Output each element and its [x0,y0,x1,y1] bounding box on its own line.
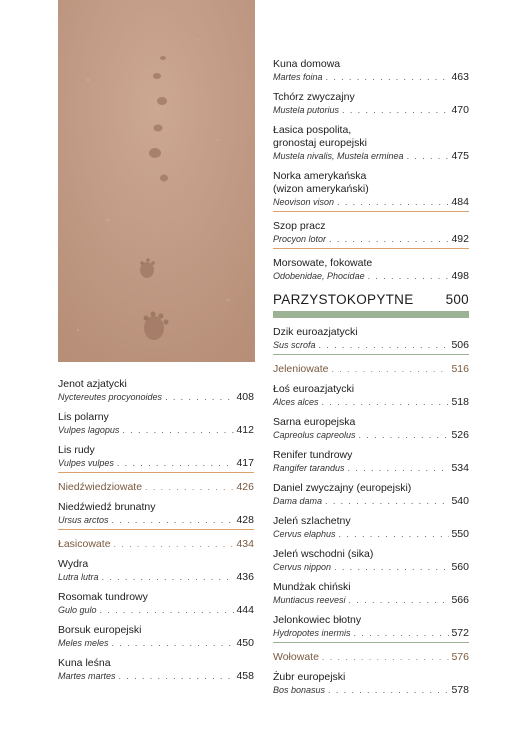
leader-dots [119,670,235,682]
order-divider-bar [273,311,469,318]
latin-name: Procyon lotor [273,234,327,244]
species-name: Łasica pospolita, gronostaj europejski [273,124,367,149]
index-entry [273,581,469,606]
species-name: Daniel zwyczajny (europejski) [273,482,412,494]
page-number: 578 [451,684,469,696]
species-name: Łoś euroazjatycki [273,383,355,395]
index-family-entry [273,363,469,375]
leader-dots [334,561,449,573]
latin-name: Mustela nivalis, Mustela erminea [273,151,404,161]
species-name: Wydra [58,558,89,570]
leader-dots [354,627,450,639]
leader-dots [349,594,450,606]
leader-dots [145,481,234,493]
page-number: 463 [451,71,469,83]
page-number: 436 [236,571,254,583]
latin-name: Neovison vison [273,197,335,207]
latin-name: Gulo gulo [58,605,97,615]
leader-dots [322,396,450,408]
leader-dots [122,424,234,436]
species-name: Mundżak chiński [273,581,351,593]
page-number: 572 [451,627,469,639]
index-column-right [273,58,469,704]
leader-dots [100,604,235,616]
leader-dots [165,391,234,403]
species-name: Niedźwiedź brunatny [58,501,156,513]
leader-dots [337,196,449,208]
index-entry [58,657,254,682]
page-number: 576 [451,651,469,663]
leader-dots [112,514,235,526]
page-number: 470 [451,104,469,116]
leader-dots [114,538,235,550]
leader-dots [359,429,450,441]
index-entry [58,378,254,403]
leader-dots [339,528,450,540]
page-number: 516 [451,363,469,375]
index-entry [273,614,469,643]
index-entry [273,91,469,116]
leader-dots [348,462,450,474]
species-name: Tchórz zwyczajny [273,91,355,103]
index-entry [58,501,254,530]
page-number: 492 [451,233,469,245]
species-name: Jeleń wschodni (sika) [273,548,374,560]
family-name: Jeleniowate [273,363,329,375]
index-entry [58,591,254,616]
species-name: Jeleń szlachetny [273,515,351,527]
species-name: Morsowate, fokowate [273,257,373,269]
latin-name: Cervus elaphus [273,529,336,539]
page-number: 444 [236,604,254,616]
footprints-in-sand-photo [58,0,255,362]
species-name: Jelonkowiec błotny [273,614,362,626]
page-number: 526 [451,429,469,441]
species-name: Borsuk europejski [58,624,142,636]
species-name: Szop pracz [273,220,326,232]
latin-name: Bos bonasus [273,685,326,695]
page-number: 484 [451,196,469,208]
index-entry [58,444,254,473]
leader-dots [331,363,449,375]
page-number: 518 [451,396,469,408]
page-number: 550 [451,528,469,540]
index-entry [58,558,254,583]
species-name: Jenot azjatycki [58,378,127,390]
latin-name: Vulpes lagopus [58,425,120,435]
leader-dots [342,104,449,116]
species-name: Lis rudy [58,444,95,456]
page-number: 506 [451,339,469,351]
index-entry [273,449,469,474]
page-number: 408 [236,391,254,403]
index-entry [58,624,254,649]
species-name: Żubr europejski [273,671,346,683]
family-name: Łasicowate [58,538,111,550]
latin-name: Martes foina [273,72,323,82]
index-family-entry [58,481,254,493]
species-name: Renifer tundrowy [273,449,353,461]
page-number: 450 [236,637,254,649]
leader-dots [329,233,449,245]
page-number: 458 [236,670,254,682]
leader-dots [368,270,450,282]
index-family-entry [273,651,469,663]
index-entry [273,383,469,408]
order-title: PARZYSTOKOPYTNE [273,292,414,307]
index-entry [273,416,469,441]
leader-dots [407,150,450,162]
species-name: Lis polarny [58,411,109,423]
leader-dots [322,651,450,663]
latin-name: Dama dama [273,496,323,506]
index-entry [273,170,469,212]
latin-name: Hydropotes inermis [273,628,351,638]
latin-name: Muntiacus reevesi [273,595,346,605]
leader-dots [102,571,235,583]
latin-name: Ursus arctos [58,515,109,525]
page-number: 412 [236,424,254,436]
leader-dots [112,637,235,649]
index-column-left [58,378,254,690]
latin-name: Mustela putorius [273,105,340,115]
page-number: 417 [236,457,254,469]
index-entry [273,58,469,83]
leader-dots [117,457,235,469]
family-name: Wołowate [273,651,319,663]
species-name: Dzik euroazjatycki [273,326,358,338]
page-number: 428 [236,514,254,526]
page-number: 540 [451,495,469,507]
page-number: 434 [236,538,254,550]
species-name: Sarna europejska [273,416,356,428]
index-entry [273,326,469,355]
index-entry [58,411,254,436]
page-number: 560 [451,561,469,573]
family-name: Niedźwiedziowate [58,481,143,493]
latin-name: Martes martes [58,671,116,681]
latin-name: Nyctereutes procyonoides [58,392,163,402]
index-entry [273,124,469,162]
index-family-entry [58,538,254,550]
page-number: 426 [236,481,254,493]
leader-dots [326,71,450,83]
order-page: 500 [445,292,469,307]
latin-name: Cervus nippon [273,562,332,572]
leader-dots [325,495,449,507]
latin-name: Vulpes vulpes [58,458,114,468]
species-name: Kuna domowa [273,58,341,70]
index-entry [273,220,469,249]
page-number: 566 [451,594,469,606]
species-name: Rosomak tundrowy [58,591,148,603]
index-entry [273,257,469,282]
leader-dots [319,339,450,351]
index-entry [273,671,469,696]
leader-dots [328,684,449,696]
latin-name: Lutra lutra [58,572,99,582]
latin-name: Rangifer tarandus [273,463,345,473]
latin-name: Meles meles [58,638,109,648]
latin-name: Capreolus capreolus [273,430,356,440]
index-entry [273,548,469,573]
latin-name: Alces alces [273,397,319,407]
species-name: Kuna leśna [58,657,111,669]
latin-name: Sus scrofa [273,340,316,350]
order-heading [273,292,469,307]
species-name: Norka amerykańska (wizon amerykański) [273,170,369,195]
latin-name: Odobenidae, Phocidae [273,271,365,281]
page-number: 498 [451,270,469,282]
page-number: 534 [451,462,469,474]
index-entry [273,482,469,507]
page-number: 475 [451,150,469,162]
index-entry [273,515,469,540]
